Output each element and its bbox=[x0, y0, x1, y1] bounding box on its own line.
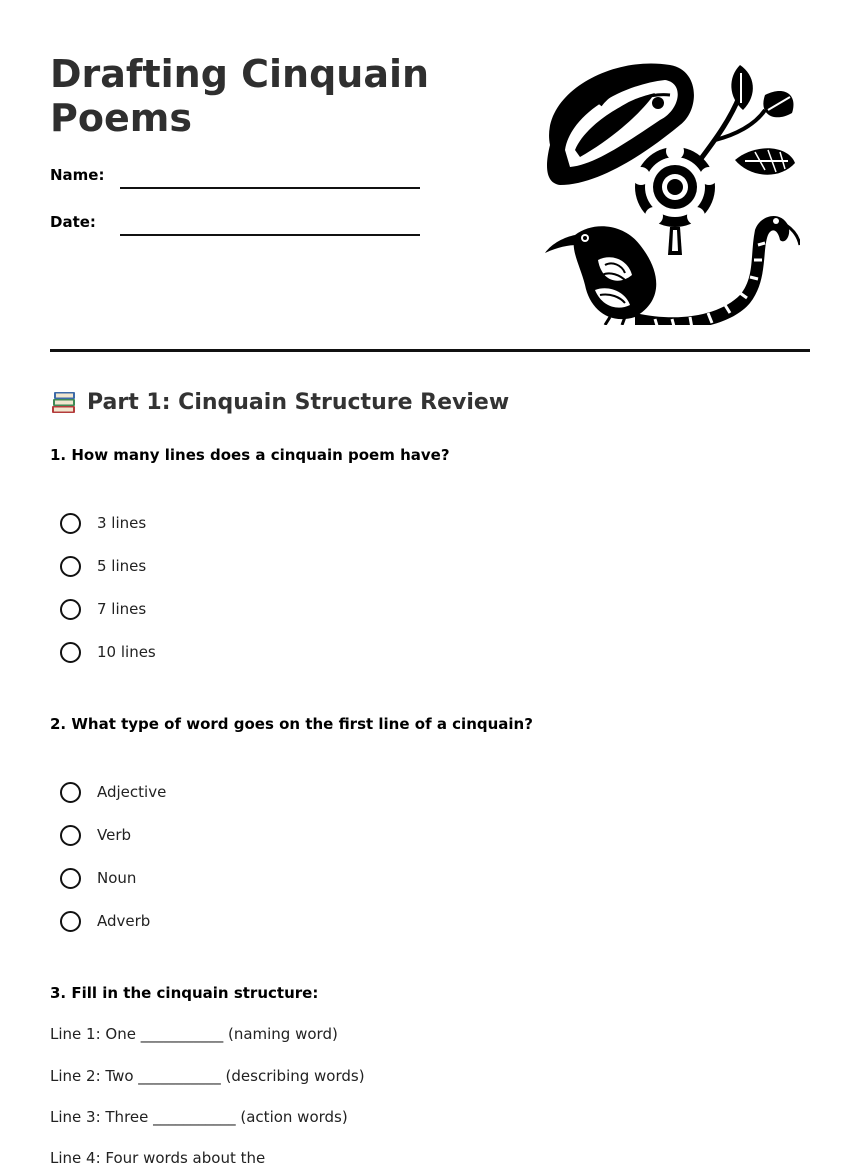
q2-option-3[interactable] bbox=[60, 865, 136, 891]
date-label: Date: bbox=[50, 213, 96, 231]
date-field[interactable] bbox=[120, 234, 420, 236]
q1-option-2[interactable] bbox=[60, 553, 146, 579]
option-label: Adjective bbox=[97, 783, 167, 801]
q2-option-4[interactable] bbox=[60, 908, 150, 934]
q1-option-3[interactable] bbox=[60, 596, 146, 622]
structure-line-1: Line 1: One ___________ (naming word) bbox=[50, 1025, 338, 1043]
radio-button[interactable] bbox=[60, 868, 81, 889]
structure-line-3: Line 3: Three ___________ (action words) bbox=[50, 1108, 348, 1126]
option-label: Noun bbox=[97, 869, 137, 887]
option-label: Verb bbox=[97, 826, 132, 844]
header-divider bbox=[50, 349, 810, 352]
q2-option-1[interactable] bbox=[60, 779, 166, 805]
structure-line-4: Line 4: Four words about the bbox=[50, 1149, 266, 1167]
radio-button[interactable] bbox=[60, 556, 81, 577]
structure-line-2: Line 2: Two ___________ (describing words) bbox=[50, 1067, 365, 1085]
q2-option-2[interactable] bbox=[60, 822, 131, 848]
folk-art-bird-flower-illustration bbox=[540, 55, 800, 325]
radio-button[interactable] bbox=[60, 642, 81, 663]
radio-button[interactable] bbox=[60, 513, 81, 534]
question-2-prompt: 2. What type of word goes on the first line of a cinquain? bbox=[50, 715, 533, 733]
question-1-prompt: 1. How many lines does a cinquain poem have? bbox=[50, 446, 450, 464]
q1-option-4[interactable] bbox=[60, 639, 156, 665]
name-field[interactable] bbox=[120, 187, 420, 189]
books-icon bbox=[50, 389, 78, 415]
question-3-prompt: 3. Fill in the cinquain structure: bbox=[50, 984, 319, 1002]
option-label: 7 lines bbox=[97, 600, 147, 618]
part1-title: Part 1: Cinquain Structure Review bbox=[87, 389, 510, 415]
option-label: 10 lines bbox=[97, 643, 156, 661]
q1-option-1[interactable] bbox=[60, 510, 146, 536]
option-label: 5 lines bbox=[97, 557, 147, 575]
radio-button[interactable] bbox=[60, 599, 81, 620]
name-label: Name: bbox=[50, 166, 105, 184]
page-title: Drafting Cinquain Poems bbox=[50, 52, 430, 140]
radio-button[interactable] bbox=[60, 782, 81, 803]
option-label: Adverb bbox=[97, 912, 151, 930]
option-label: 3 lines bbox=[97, 514, 147, 532]
radio-button[interactable] bbox=[60, 911, 81, 932]
radio-button[interactable] bbox=[60, 825, 81, 846]
part1-heading bbox=[50, 389, 509, 415]
